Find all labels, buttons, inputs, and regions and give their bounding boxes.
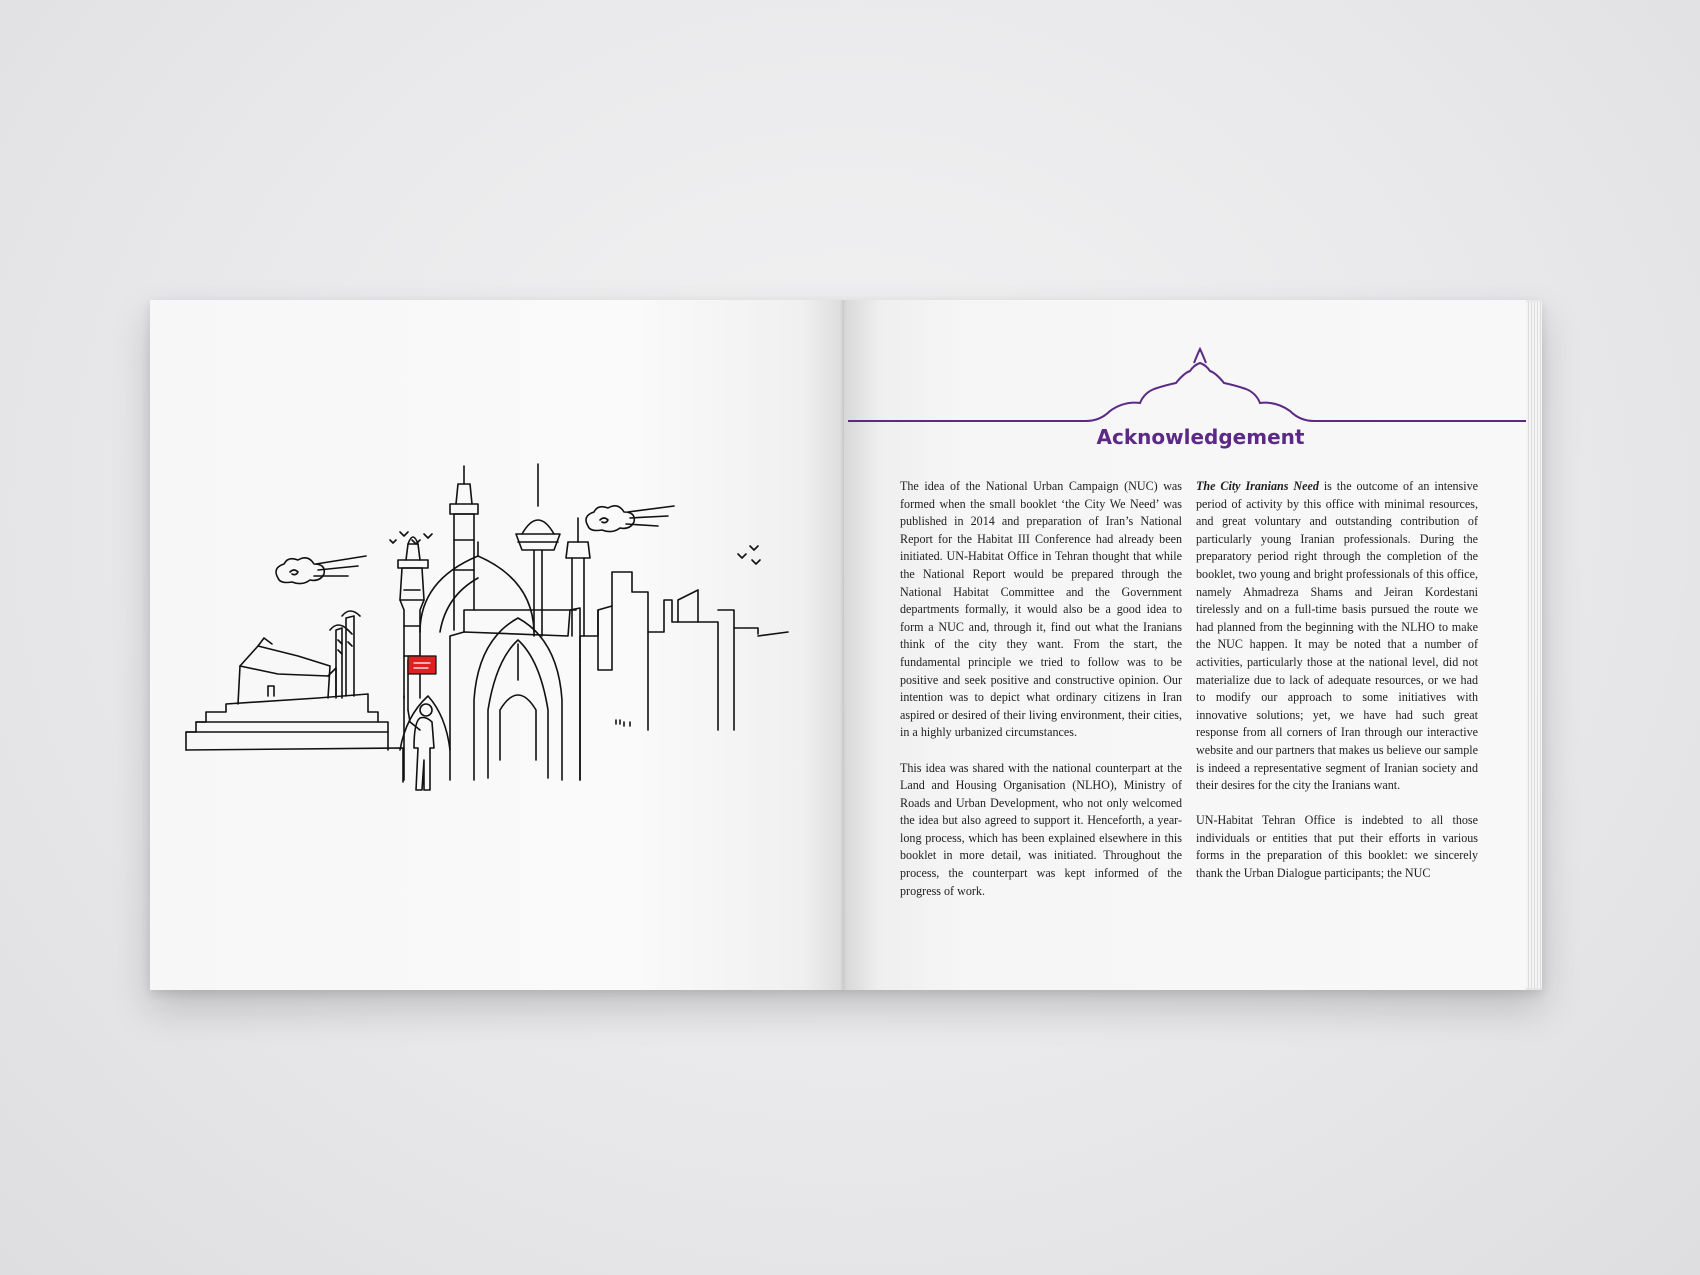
booklet-title-emphasis: The City Iranians Need (1196, 479, 1319, 493)
text-column-right (1196, 478, 1478, 900)
text-column-left (900, 478, 1182, 918)
paragraph: UN-Habitat Tehran Office is indebted to all those individuals or entities that put their efforts in various forms in the preparation of this booklet: we sincerely thank the Urban Dialogue participants; the NUC (1196, 813, 1478, 881)
dome-ornament (848, 345, 1526, 425)
paragraph: This idea was shared with the national counterpart at the Land and Housing Organisation (NLHO), Ministry of Roads and Urban Development, who not only welcomed the idea but also agreed to support it. Henceforth, a year-long process, which has been explained elsewhere in this booklet in more detail, was initiated. Throughout the process, the counterpart was kept informed of the progress of work. (900, 760, 1182, 898)
tehran-skyline-illustration (178, 460, 828, 830)
paragraph (1196, 478, 1478, 795)
paragraph-text: is the outcome of an intensive period of activity by this office with minimal resources, and great voluntary and outstanding contribution of particularly young Iranian professionals. During the preparatory period right through the completion of the booklet, two young and bright professionals of this office, namely Ahmadreza Shams and Jeiran Kordestani tirelessly and on a full-time basis pursued the route we had planned from the beginning with the NLHO to make the NUC happen. It may be noted that a number of activities, particularly those at the national level, did not materialize due to lack of adequate resources, or we had to modify our approach to some initiatives with innovative solutions; yet, we have had such great response from all corners of Iran through our interactive website and our partners that makes us believe our sample is indeed a representative segment of Iranian society and their desires for the city the Iranians want. (1196, 479, 1478, 793)
paragraph: The idea of the National Urban Campaign (NUC) was formed when the small booklet ‘the City We Need’ was published in 2014 and preparation of Iran’s National Report for the Habitat III Conference had already been initiated. UN-Habitat Office in Tehran thought that while the National Report would be prepared through the National Habitat Committee and the Government departments formally, it would also be a good idea to form a NUC and, through it, find out what the Iranians think of the city they want. From the start, the fundamental principle we tried to follow was to be positive and seek positive and constructive opinion. Our intention was to depict what ordinary citizens in Iran aspired or desired of their living environment, their cities, in a highly urbanized circumstances. (900, 479, 1182, 740)
page-title: Acknowledgement (1096, 425, 1305, 449)
page-edges (1526, 302, 1542, 988)
